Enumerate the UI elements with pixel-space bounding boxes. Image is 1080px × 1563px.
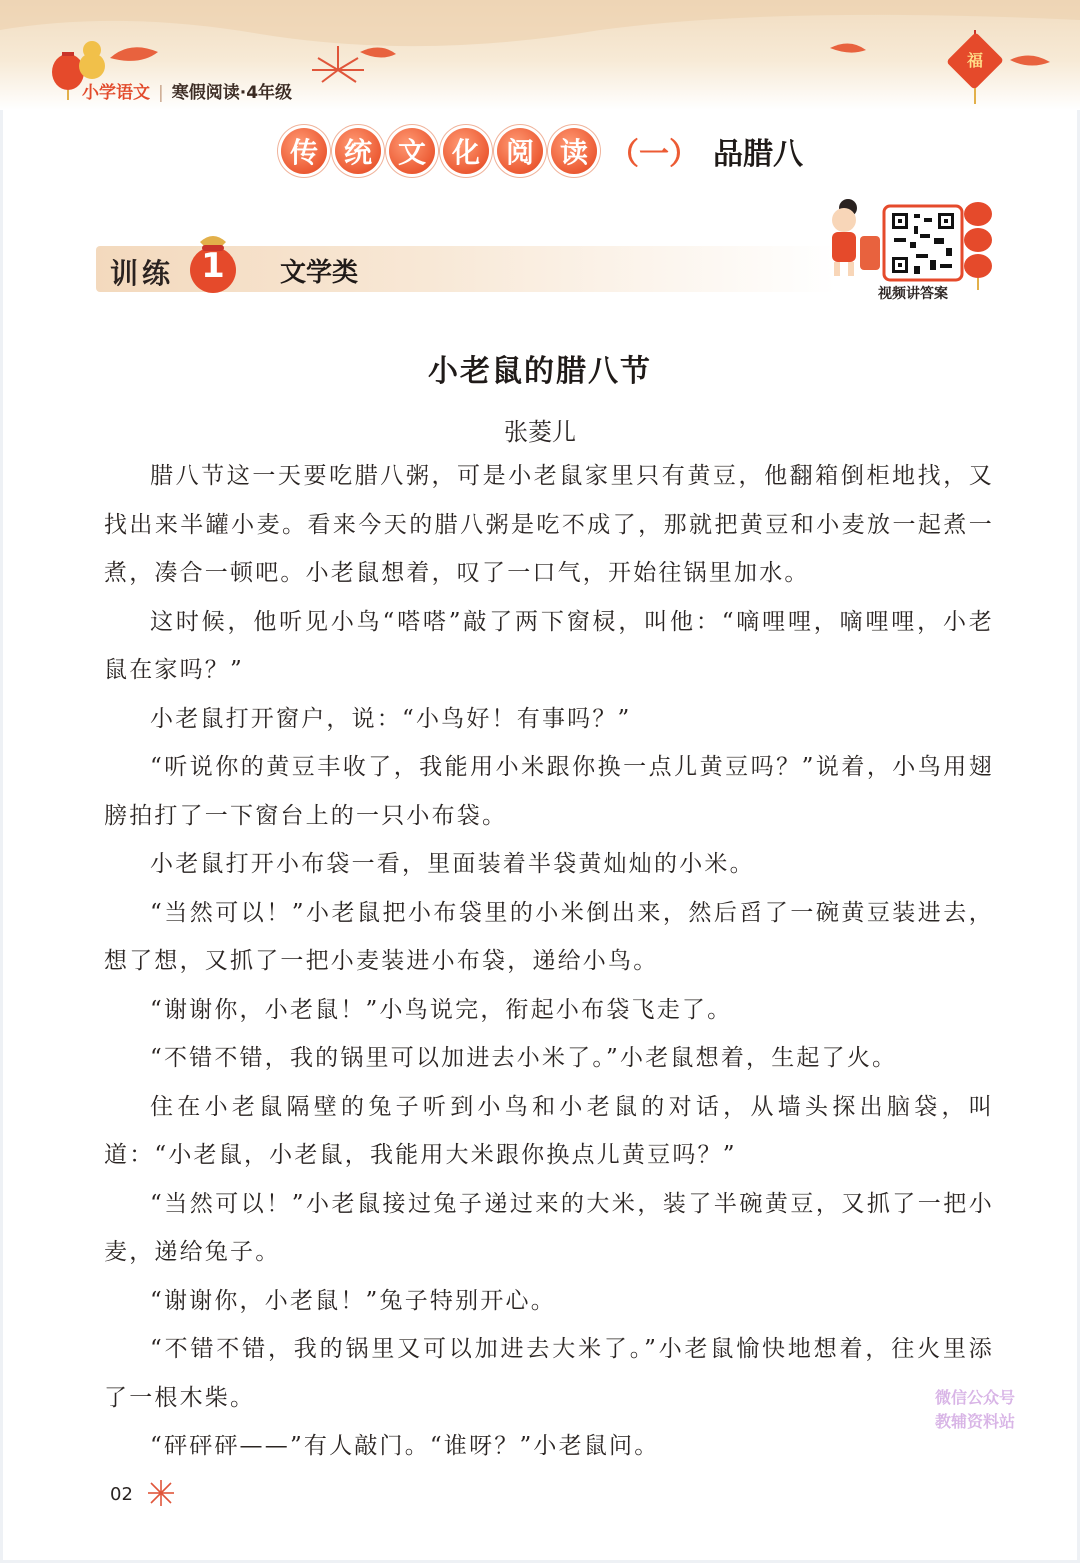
training-number-badge [180, 228, 246, 294]
paragraph: “砰砰砰——”有人敲门。“谁呀？”小老鼠问。 [150, 1433, 660, 1459]
running-header [82, 78, 292, 103]
title-char: 读 [551, 128, 597, 174]
article-author: 张菱儿 [504, 418, 576, 446]
firework-icon [312, 46, 364, 82]
paragraph: “当然可以！”小老鼠接过兔子递过来的大米，装了半碗黄豆，又抓了一把小麦，递给兔子。 [104, 1190, 994, 1265]
subject-label: 小学语文 [82, 83, 150, 103]
lantern-icon [964, 202, 992, 290]
paragraph: “谢谢你，小老鼠！”小鸟说完，衔起小布袋飞走了。 [150, 996, 733, 1023]
training-number: 1 [201, 246, 225, 286]
qr-code-icon [884, 206, 962, 280]
article-body [104, 452, 994, 1471]
paragraph: “不错不错，我的锅里又可以加进去大米了。”小老鼠愉快地想着，往火里添了一根木柴。 [104, 1336, 994, 1411]
watermark-line: 教辅资料站 [934, 1412, 1015, 1431]
header-divider: | [158, 83, 164, 103]
paragraph: 住在小老鼠隔壁的兔子听到小鸟和小老鼠的对话，从墙头探出脑袋，叫道：“小老鼠，小老鼠，我能用大米跟你换点儿黄豆吗？” [104, 1093, 994, 1168]
title-char: 传 [281, 128, 327, 174]
book-title: 寒假阅读·4年级 [171, 83, 293, 103]
title-char: 文 [389, 128, 435, 174]
chapter-title [0, 128, 1080, 174]
paragraph: “当然可以！”小老鼠把小布袋里的小米倒出来，然后舀了一碗黄豆装进去，想了想，又抓了一把小麦装进小布袋，递给小鸟。 [104, 899, 994, 974]
title-char: 阅 [497, 128, 543, 174]
fu-character: 福 [966, 51, 983, 70]
girl-illustration-icon [832, 199, 880, 276]
firework-icon [146, 1478, 176, 1508]
title-char: 化 [443, 128, 489, 174]
page-number: 02 [110, 1484, 133, 1505]
qr-caption: 视频讲答案 [878, 286, 948, 302]
paragraph: 小老鼠打开小布袋一看，里面装着半袋黄灿灿的小米。 [150, 851, 755, 877]
paragraph: “谢谢你，小老鼠！”兔子特别开心。 [150, 1287, 556, 1314]
paragraph: “不错不错，我的锅里可以加进去小米了。”小老鼠想着，生起了火。 [150, 1045, 898, 1071]
chapter-number: （一） [609, 137, 699, 172]
paragraph: “听说你的黄豆丰收了，我能用小米跟你换一点儿黄豆吗？”说着，小鸟用翅膀拍打了一下窗台上的一只小布袋。 [104, 754, 994, 829]
section-type: 文学类 [280, 258, 359, 288]
gourd-icon [79, 41, 105, 79]
paragraph: 腊八节这一天要吃腊八粥，可是小老鼠家里只有黄豆，他翻箱倒柜地找，又找出来半罐小麦。看来今天的腊八粥是吃不成了，那就把黄豆和小麦放一起煮一煮，凑合一顿吧。小老鼠想着，叹了一口气，开始往锅里加水。 [104, 463, 994, 586]
article-title: 小老鼠的腊八节 [428, 354, 652, 389]
paragraph: 这时候，他听见小鸟“嗒嗒”敲了两下窗棂，叫他：“嘀哩哩，嘀哩哩，小老鼠在家吗？” [104, 608, 994, 683]
title-char: 统 [335, 128, 381, 174]
watermark [920, 1386, 1030, 1434]
watermark-line: 微信公众号 [934, 1388, 1015, 1407]
training-label: 训练 [110, 257, 175, 290]
paragraph: 小老鼠打开窗户，说：“小鸟好！有事吗？” [150, 705, 632, 732]
lantern-icon [52, 52, 84, 100]
chapter-subtitle: 品腊八 [713, 137, 803, 172]
